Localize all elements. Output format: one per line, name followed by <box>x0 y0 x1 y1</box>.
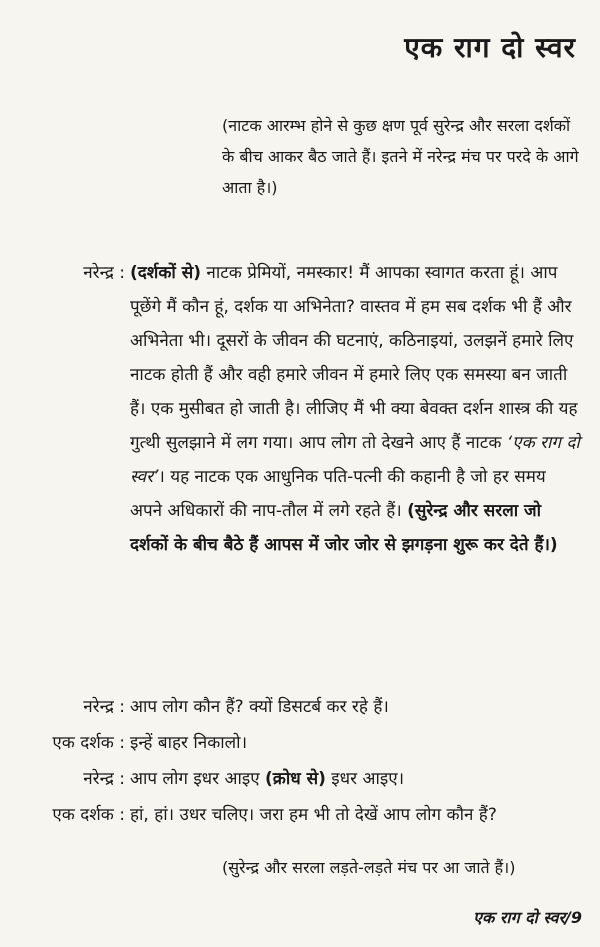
speech-part: नाटक प्रेमियों, नमस्कार! मैं आपका स्वागत करता हूं। आप पूछेंगे मैं कौन हूं, दर्शक या अभिनेता? वास्तव में हम सब दर्शक भी हैं और अभिनेता भी। दूसरों के जीवन की घटनाएं, कठिनाइयां, उलझनें हमारे लिए नाटक होती हैं और वही हमारे जीवन में हमारे लिए एक समस्या बन जाती हैं। एक मुसीबत हो जाती है। लीजिए मैं भी क्या बेवक्त दर्शन शास्त्र की यह गुत्थी सुलझाने में लग गया। आप लोग तो देखने आए हैं नाटक <box>130 263 578 453</box>
stage-direction: (क्रोध से) <box>265 769 326 789</box>
speaker-label: नरेन्द्र : <box>83 769 125 789</box>
speaker-label: नरेन्द्र : <box>83 263 125 283</box>
speech-part: हां, हां। उधर चलिए। जरा हम भी तो देखें आप लोग कौन हैं? <box>130 805 497 825</box>
speech-part: इधर आइए। <box>325 769 405 789</box>
speech-part: । यह नाटक एक आधुनिक पति-पत्नी की कहानी है जो हर समय अपने अधिकारों की नाप-तौल में लगे रहते हैं। <box>130 467 546 521</box>
speech-text <box>130 690 585 724</box>
speech-text <box>130 256 582 562</box>
speech-text <box>130 798 585 832</box>
speech-text <box>130 762 585 796</box>
opening-stage-direction: (नाटक आरम्भ होने से कुछ क्षण पूर्व सुरेन्द्र और सरला दर्शकों के बीच आकर बैठ जाते हैं। इतने में नरेन्द्र मंच पर परदे के आगे आता है।) <box>222 116 579 197</box>
speech-text <box>130 726 585 760</box>
speaker-label: एक दर्शक : <box>52 805 125 825</box>
page-title: एक राग दो स्वर <box>404 31 576 64</box>
speaker-label: एक दर्शक : <box>52 733 125 753</box>
speech-part: ‘एक राग दो स्वर’ <box>130 433 580 487</box>
speech-part: आप लोग कौन हैं? क्यों डिसटर्ब कर रहे हैं। <box>130 697 389 717</box>
page-footer: एक राग दो स्वर/9 <box>473 908 582 927</box>
speech-part: आप लोग इधर आइए <box>130 769 266 789</box>
stage-direction: (सुरेन्द्र और सरला जो दर्शकों के बीच बैठे हैं आपस में जोर जोर से झगड़ना शुरू कर देते हैं।) <box>130 501 558 555</box>
speech-part: इन्हें बाहर निकालो। <box>130 733 248 753</box>
speaker-label: नरेन्द्र : <box>83 697 125 717</box>
speech-part: (दर्शकों से) <box>130 263 201 283</box>
closing-stage-direction: (सुरेन्द्र और सरला लड़ते-लड़ते मंच पर आ जाते हैं।) <box>222 858 516 877</box>
